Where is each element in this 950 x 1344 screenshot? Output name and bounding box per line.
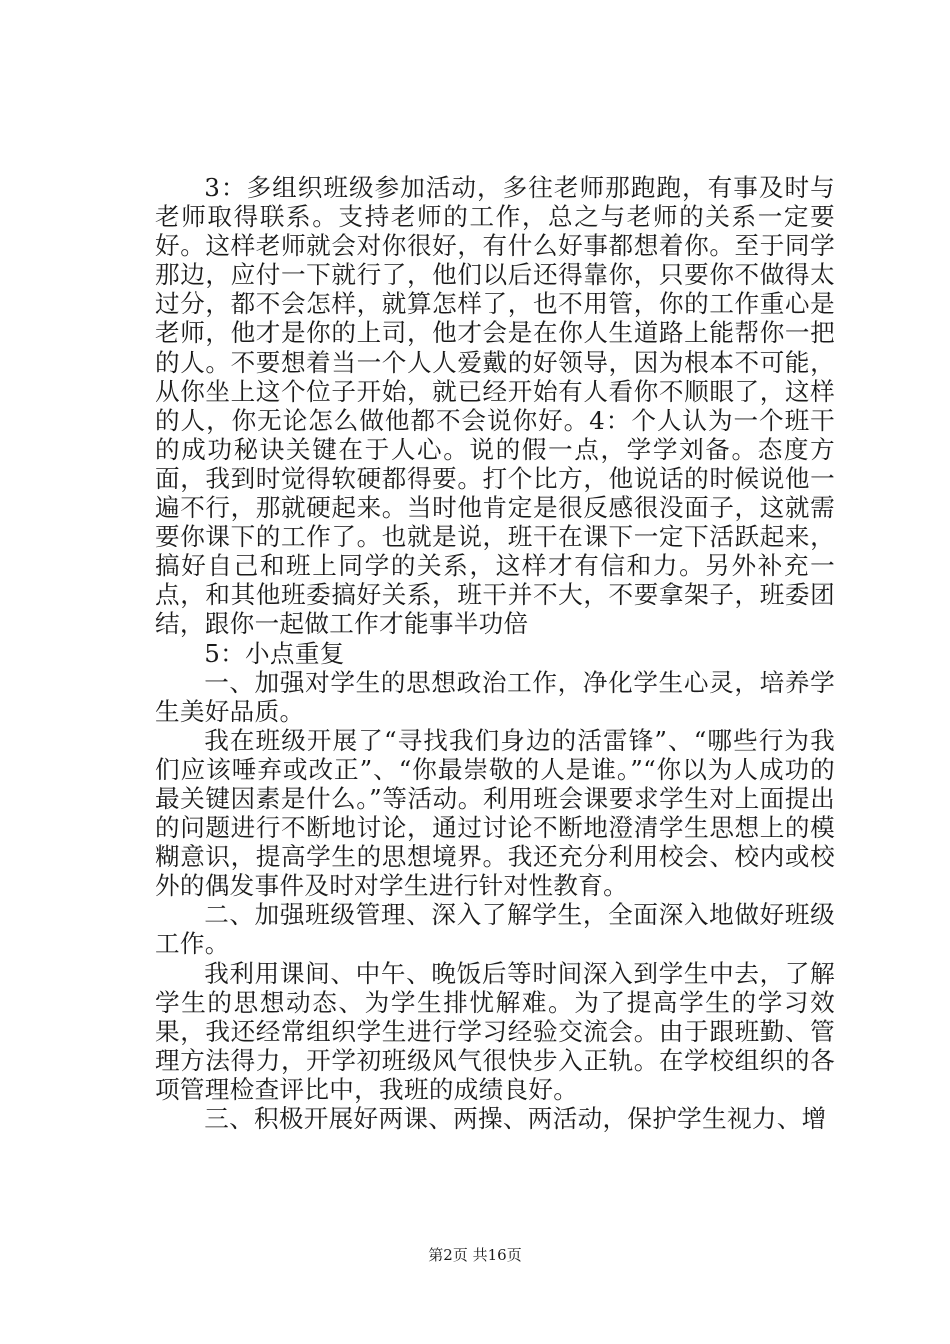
paragraph-2: 5：小点重复 xyxy=(204,638,345,668)
paragraph-4: 我在班级开展了“寻找我们身边的活雷锋”、“哪些行为我们应该唾弃或改正”、“你最崇敬的人是谁。”“你以为人成功的最关键因素是什么。”等活动。利用班会课要求学生对上面提出的问题进行不断地讨论，通过讨论不断地澄清学生思想上的模糊意识，提高学生的思想境界。我还充分利用校会、校内或校外的偶发事件及时对学生进行针对性教育。 xyxy=(155,725,835,901)
paragraph-5: 二、加强班级管理、深入了解学生，全面深入地做好班级工作。 xyxy=(155,900,835,959)
paragraph-3: 一、加强对学生的思想政治工作，净化学生心灵，培养学生美好品质。 xyxy=(155,667,835,726)
page-footer: 第2页 共16页 xyxy=(428,1246,522,1264)
paragraph-7: 三、积极开展好两课、两操、两活动，保护学生视力、增 xyxy=(204,1104,827,1133)
paragraph-1: 3：多组织班级参加活动，多往老师那跑跑，有事及时与老师取得联系。支持老师的工作，总之与老师的关系一定要好。这样老师就会对你很好，有什么好事都想着你。至于同学那边，应付一下就行了，他们以后还得靠你，只要你不做得太过分，都不会怎样，就算怎样了，也不用管，你的工作重心是老师，他才是你的上司，他才会是在你人生道路上能帮你一把的人。不要想着当一个人人爱戴的好领导，因为根本不可能，从你坐上这个位子开始，就已经开始有人看你不顺眼了，这样的人，你无论怎么做他都不会说你好。4：个人认为一个班干的成功秘诀关键在于人心。说的假一点，学学刘备。态度方面，我到时觉得软硬都得要。打个比方，他说话的时候说他一遍不行，那就硬起来。当时他肯定是很反感很没面子，这就需要你课下的工作了。也就是说，班干在课下一定下活跃起来，搞好自己和班上同学的关系，这样才有信和力。另外补充一点，和其他班委搞好关系，班干并不大，不要拿架子，班委团结，跟你一起做工作才能事半功倍 xyxy=(155,173,835,639)
document-body xyxy=(155,173,835,1133)
paragraph-6: 我利用课间、中午、晚饭后等时间深入到学生中去，了解学生的思想动态、为学生排忧解难。为了提高学生的学习效果，我还经常组织学生进行学习经验交流会。由于跟班勤、管理方法得力，开学初班级风气很快步入正轨。在学校组织的各项管理检查评比中，我班的成绩良好。 xyxy=(155,958,835,1104)
